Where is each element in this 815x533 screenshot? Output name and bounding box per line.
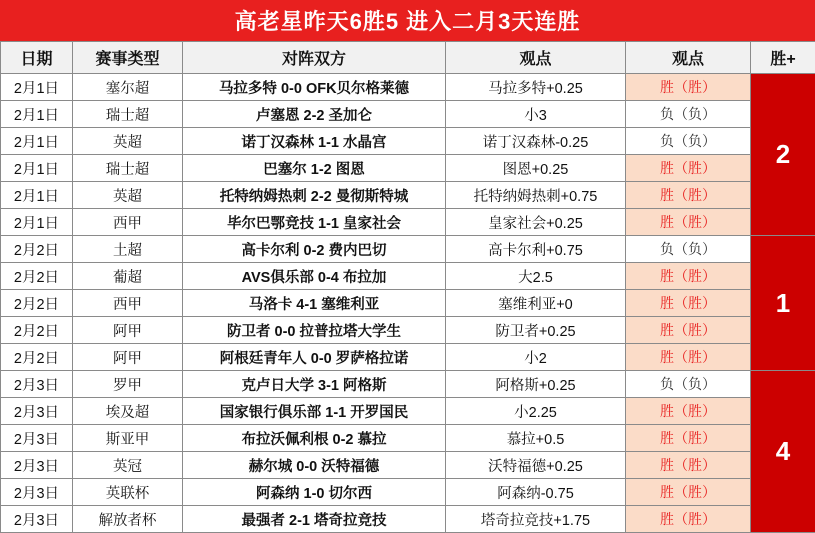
cell-match: 马拉多特 0-0 OFK贝尔格莱德 [183, 74, 446, 101]
cell-league: 英超 [73, 182, 183, 209]
cell-league: 英超 [73, 128, 183, 155]
cell-streak: 1 [751, 236, 815, 371]
cell-match: 巴塞尔 1-2 图恩 [183, 155, 446, 182]
cell-streak: 2 [751, 74, 815, 236]
table-row [1, 128, 815, 155]
cell-match: 卢塞恩 2-2 圣加仑 [183, 101, 446, 128]
cell-result: 胜（胜） [626, 317, 751, 344]
cell-view-1: 大2.5 [446, 263, 626, 290]
table-row [1, 317, 815, 344]
cell-result: 胜（胜） [626, 209, 751, 236]
cell-view-1: 慕拉+0.5 [446, 425, 626, 452]
table-row [1, 425, 815, 452]
cell-match: 阿根廷青年人 0-0 罗萨格拉诺 [183, 344, 446, 371]
cell-date: 2月1日 [1, 182, 73, 209]
cell-result: 胜（胜） [626, 344, 751, 371]
cell-match: 毕尔巴鄂竞技 1-1 皇家社会 [183, 209, 446, 236]
cell-view-1: 诺丁汉森林-0.25 [446, 128, 626, 155]
table-row [1, 101, 815, 128]
cell-league: 罗甲 [73, 371, 183, 398]
cell-date: 2月2日 [1, 317, 73, 344]
cell-league: 解放者杯 [73, 506, 183, 533]
cell-match: 托特纳姆热刺 2-2 曼彻斯特城 [183, 182, 446, 209]
cell-result: 负（负） [626, 371, 751, 398]
cell-date: 2月1日 [1, 128, 73, 155]
cell-date: 2月2日 [1, 236, 73, 263]
cell-view-1: 托特纳姆热刺+0.75 [446, 182, 626, 209]
table-row [1, 398, 815, 425]
cell-match: 布拉沃佩利根 0-2 慕拉 [183, 425, 446, 452]
cell-result: 胜（胜） [626, 398, 751, 425]
cell-date: 2月3日 [1, 398, 73, 425]
column-header-date: 日期 [1, 42, 73, 74]
cell-match: 阿森纳 1-0 切尔西 [183, 479, 446, 506]
cell-date: 2月3日 [1, 371, 73, 398]
cell-result: 胜（胜） [626, 263, 751, 290]
column-header-view-2: 观点 [626, 42, 751, 74]
cell-league: 埃及超 [73, 398, 183, 425]
cell-result: 胜（胜） [626, 452, 751, 479]
column-header-streak: 胜+ [751, 42, 815, 74]
cell-match: 赫尔城 0-0 沃特福德 [183, 452, 446, 479]
cell-result: 胜（胜） [626, 479, 751, 506]
table-row [1, 209, 815, 236]
cell-view-1: 阿森纳-0.75 [446, 479, 626, 506]
cell-match: 国家银行俱乐部 1-1 开罗国民 [183, 398, 446, 425]
cell-match: 诺丁汉森林 1-1 水晶宫 [183, 128, 446, 155]
cell-date: 2月2日 [1, 344, 73, 371]
cell-date: 2月3日 [1, 425, 73, 452]
cell-date: 2月2日 [1, 263, 73, 290]
cell-league: 西甲 [73, 209, 183, 236]
table-body [1, 74, 815, 533]
cell-result: 胜（胜） [626, 74, 751, 101]
table-row [1, 371, 815, 398]
cell-view-1: 塞维利亚+0 [446, 290, 626, 317]
table-header [1, 42, 815, 74]
cell-date: 2月1日 [1, 155, 73, 182]
cell-view-1: 图恩+0.25 [446, 155, 626, 182]
cell-date: 2月3日 [1, 479, 73, 506]
table-row [1, 479, 815, 506]
column-header-league: 赛事类型 [73, 42, 183, 74]
cell-date: 2月3日 [1, 506, 73, 533]
cell-league: 塞尔超 [73, 74, 183, 101]
cell-league: 英冠 [73, 452, 183, 479]
page-title: 高老星昨天6胜5 进入二月3天连胜 [0, 0, 815, 41]
cell-view-1: 马拉多特+0.25 [446, 74, 626, 101]
cell-league: 斯亚甲 [73, 425, 183, 452]
cell-date: 2月3日 [1, 452, 73, 479]
cell-match: 高卡尔利 0-2 费内巴切 [183, 236, 446, 263]
cell-view-1: 阿格斯+0.25 [446, 371, 626, 398]
table-row [1, 290, 815, 317]
cell-view-1: 小2 [446, 344, 626, 371]
cell-result: 胜（胜） [626, 290, 751, 317]
cell-league: 瑞士超 [73, 155, 183, 182]
cell-league: 阿甲 [73, 344, 183, 371]
column-header-match: 对阵双方 [183, 42, 446, 74]
cell-date: 2月1日 [1, 209, 73, 236]
table-row [1, 506, 815, 533]
table-row [1, 452, 815, 479]
cell-league: 土超 [73, 236, 183, 263]
cell-match: 马洛卡 4-1 塞维利亚 [183, 290, 446, 317]
cell-view-1: 高卡尔利+0.75 [446, 236, 626, 263]
column-header-view-1: 观点 [446, 42, 626, 74]
cell-result: 负（负） [626, 128, 751, 155]
cell-view-1: 沃特福德+0.25 [446, 452, 626, 479]
cell-view-1: 塔奇拉竞技+1.75 [446, 506, 626, 533]
table-row [1, 344, 815, 371]
cell-league: 阿甲 [73, 317, 183, 344]
cell-result: 胜（胜） [626, 155, 751, 182]
predictions-table [0, 41, 815, 533]
cell-league: 瑞士超 [73, 101, 183, 128]
cell-date: 2月1日 [1, 74, 73, 101]
cell-view-1: 小2.25 [446, 398, 626, 425]
cell-result: 负（负） [626, 101, 751, 128]
cell-match: 最强者 2-1 塔奇拉竞技 [183, 506, 446, 533]
cell-view-1: 防卫者+0.25 [446, 317, 626, 344]
cell-streak: 4 [751, 371, 815, 533]
cell-league: 英联杯 [73, 479, 183, 506]
table-row [1, 182, 815, 209]
cell-league: 葡超 [73, 263, 183, 290]
cell-date: 2月1日 [1, 101, 73, 128]
cell-date: 2月2日 [1, 290, 73, 317]
cell-view-1: 小3 [446, 101, 626, 128]
cell-match: 防卫者 0-0 拉普拉塔大学生 [183, 317, 446, 344]
cell-result: 胜（胜） [626, 182, 751, 209]
cell-league: 西甲 [73, 290, 183, 317]
cell-result: 负（负） [626, 236, 751, 263]
table-row [1, 263, 815, 290]
table-row [1, 236, 815, 263]
table-row [1, 74, 815, 101]
cell-result: 胜（胜） [626, 506, 751, 533]
cell-match: AVS俱乐部 0-4 布拉加 [183, 263, 446, 290]
cell-view-1: 皇家社会+0.25 [446, 209, 626, 236]
cell-match: 克卢日大学 3-1 阿格斯 [183, 371, 446, 398]
header-row [1, 42, 815, 74]
table-row [1, 155, 815, 182]
cell-result: 胜（胜） [626, 425, 751, 452]
